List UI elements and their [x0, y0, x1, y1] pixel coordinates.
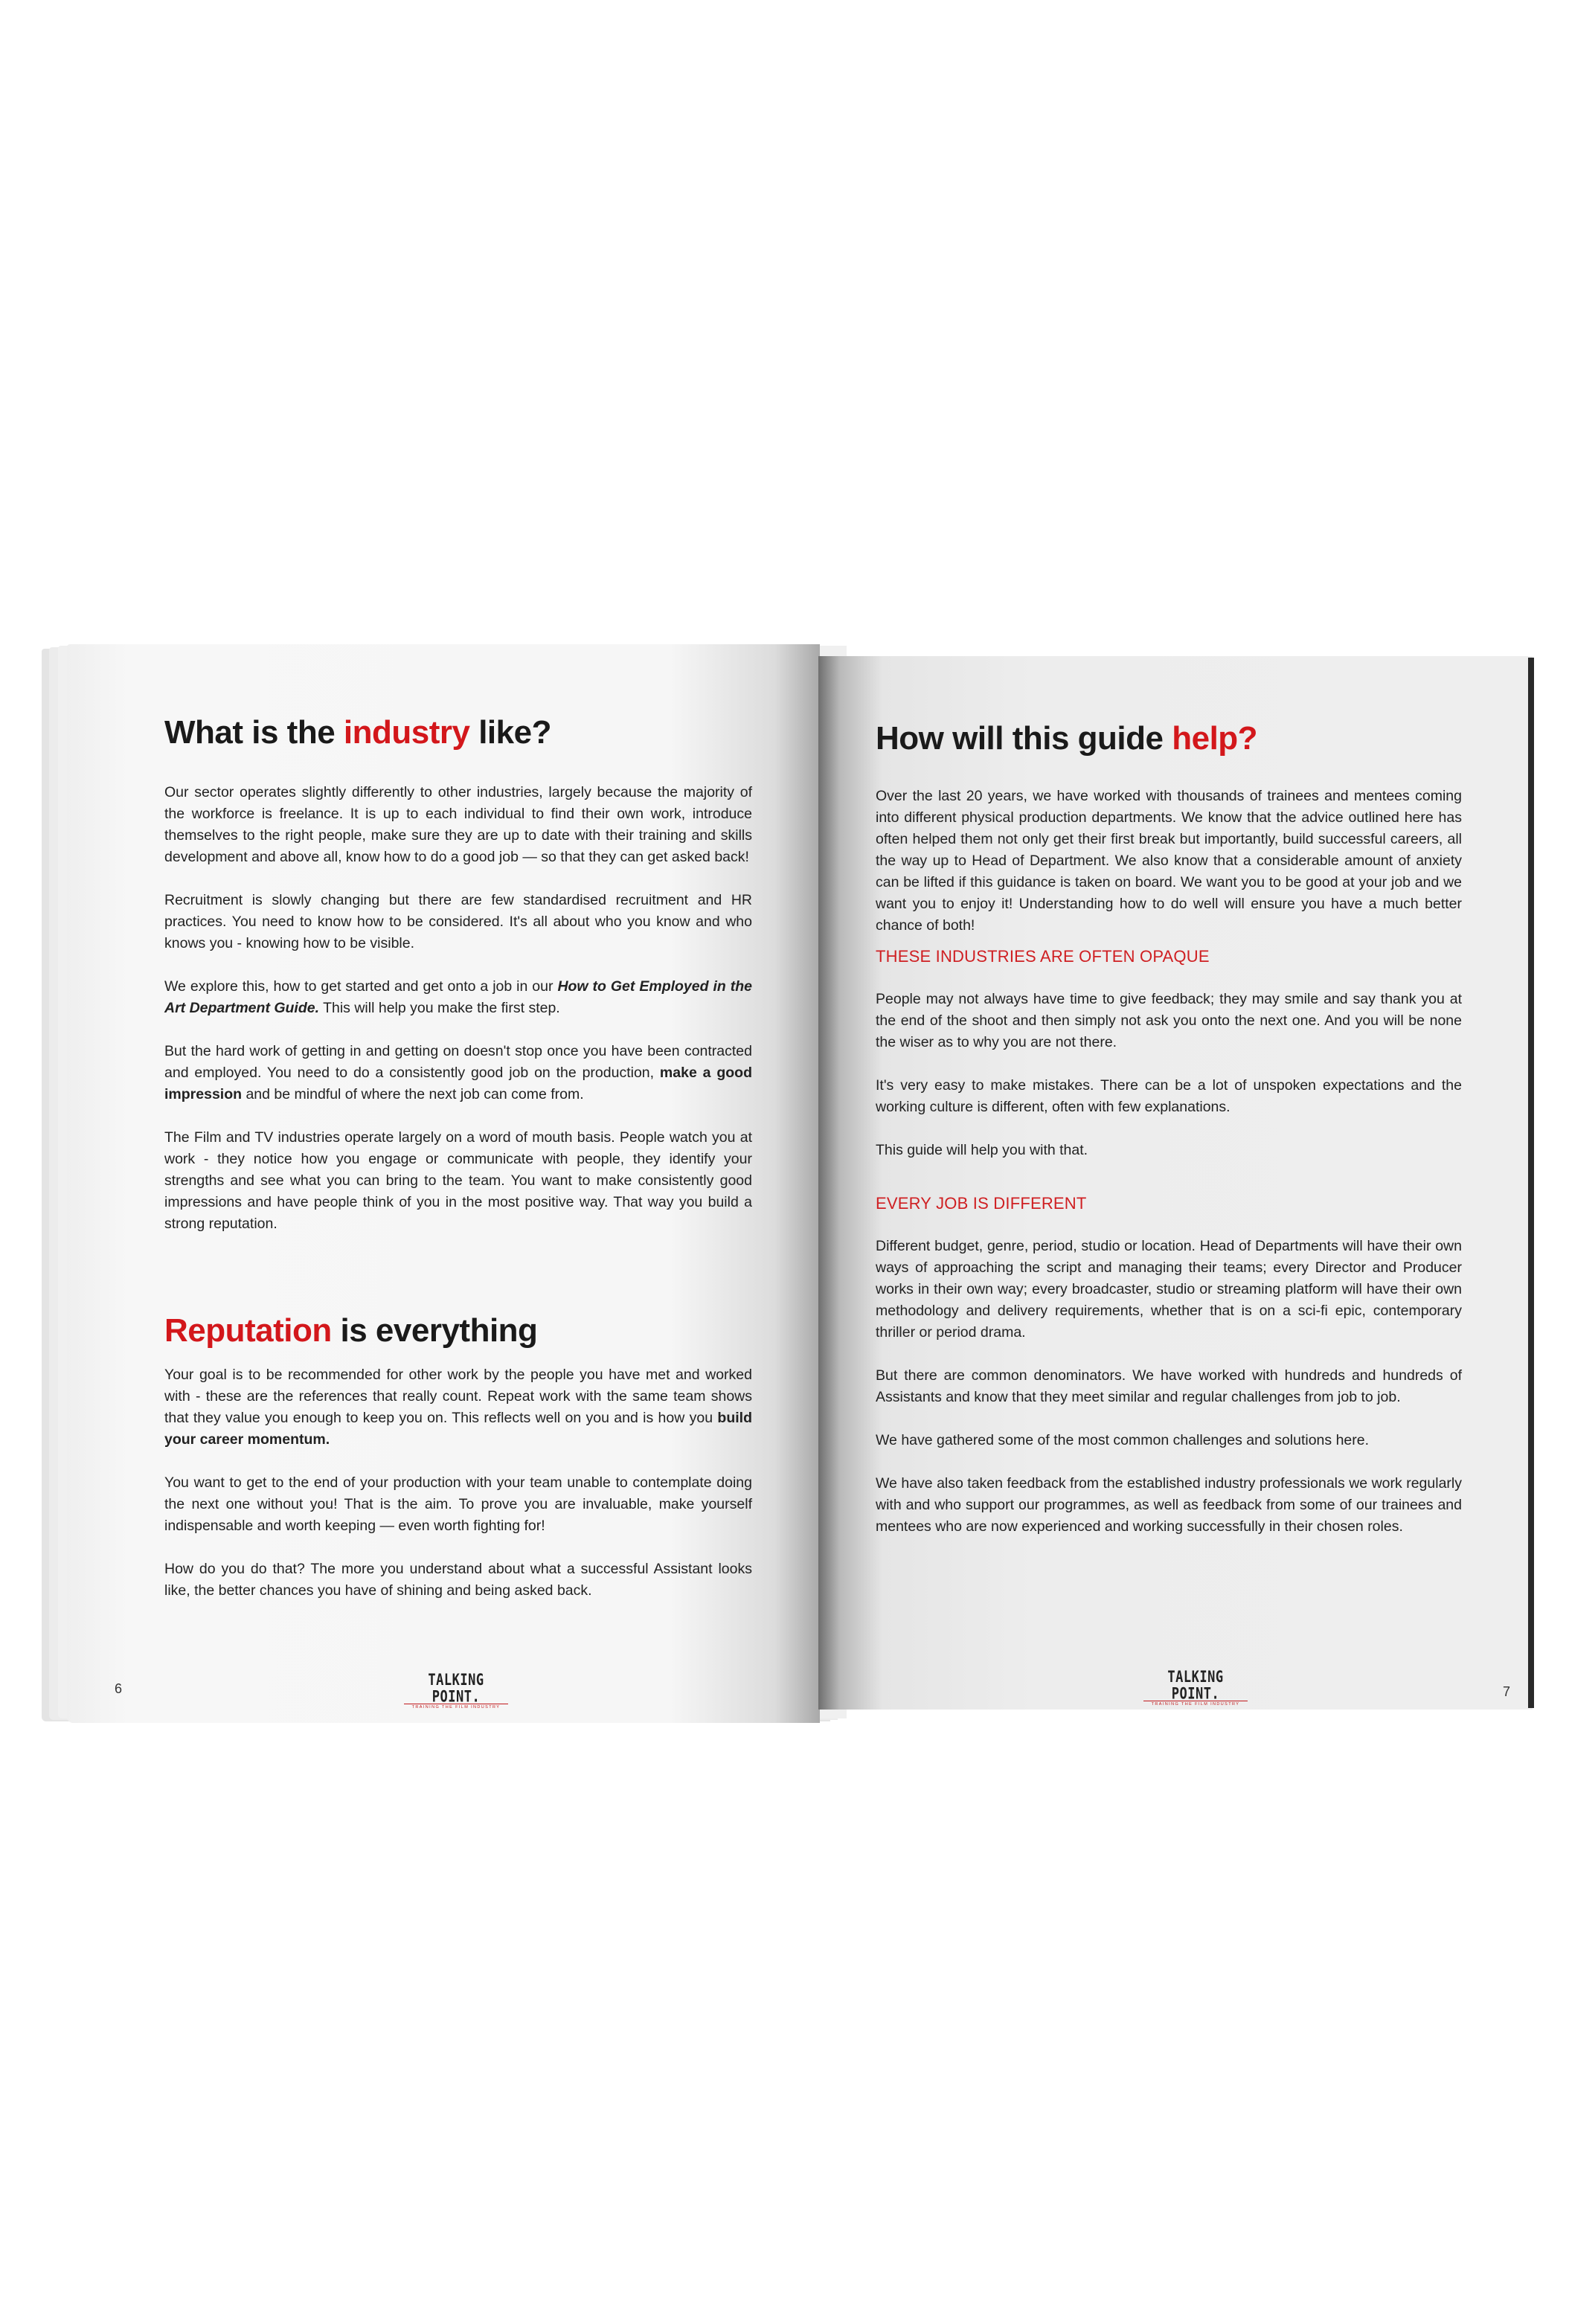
subheading: THESE INDUSTRIES ARE OFTEN OPAQUE	[876, 947, 1210, 966]
back-cover-edge	[1528, 658, 1534, 1708]
paragraph: We have also taken feedback from the established industry professionals we work regularly with and who support our programmes, as well as feedback from some of our trainees and mentees who are now experienced and working successfully in their chosen roles.	[876, 1475, 1462, 1535]
paragraph: People may not always have time to give feedback; they may smile and say thank you at the end of the shoot and then simply not ask you onto the next one. And you will be none the wiser as to why you are not there.	[876, 991, 1462, 1050]
paragraph: This guide will help you with that.	[876, 1142, 1088, 1158]
heading-text: like?	[469, 714, 551, 751]
paragraph	[164, 1364, 752, 1451]
talking-point-logo	[1143, 1668, 1248, 1707]
paragraph: But there are common denominators. We have worked with hundreds and hundreds of Assistants and know that they meet similar and regular challenges from job to job.	[876, 1367, 1462, 1405]
paragraph	[164, 1041, 752, 1105]
paragraph-emphasis: make a good impression	[164, 1065, 752, 1102]
paragraph: Different budget, genre, period, studio or location. Head of Departments will have their own ways of approaching the script and managing their teams; every Director and Producer works in their own way; every broadcaster, studio or streaming platform will have their own methodology and delivery requirements, whether that is on a sci-fi epic, contemporary thriller or period drama.	[876, 1238, 1462, 1341]
paragraph: The Film and TV industries operate largely on a word of mouth basis. People watch you at work - they notice how you engage or communicate with people, they identify your strengths and see what you can bring to the team. You want to make consistently good impressions and have people think of you in the most positive way. That way you build a strong reputation.	[164, 1129, 752, 1232]
paragraph: It's very easy to make mistakes. There can be a lot of unspoken expectations and the working culture is different, often with few explanations.	[876, 1077, 1462, 1115]
logo-wordmark: TALKING POINT.	[1167, 1668, 1224, 1704]
paragraph-text: We explore this, how to get started and get onto a job in our	[164, 978, 558, 995]
guide-title: How to Get Employed in the Art Department Guide.	[164, 978, 753, 1016]
right-page-text	[876, 720, 1462, 1538]
paragraph-text: and be mindful of where the next job can come from.	[242, 1086, 584, 1102]
heading-accent: industry	[343, 714, 470, 751]
paragraph-text: Your goal is to be recommended for other work by the people you have met and worked with - these are the references that really count. Repeat work with the same team shows that they value you enough to keep you on. This reflects well on you and is how you	[164, 1367, 752, 1426]
left-page	[67, 644, 820, 1723]
heading-text: What is the	[164, 714, 344, 751]
talking-point-logo	[404, 1671, 508, 1710]
page-heading	[876, 720, 1462, 757]
logo-tagline: TRAINING THE FILM INDUSTRY	[1143, 1701, 1248, 1707]
paragraph-emphasis: build your career momentum.	[164, 1410, 752, 1448]
left-page-text	[164, 714, 752, 1602]
logo-wordmark: TALKING POINT.	[428, 1671, 484, 1707]
subheading: EVERY JOB IS DIFFERENT	[876, 1194, 1087, 1213]
page-number: 6	[115, 1681, 123, 1696]
paragraph: Over the last 20 years, we have worked with thousands of trainees and mentees coming into different physical production departments. We know that the advice outlined here has often helped them not only get their first break but importantly, build successful careers, all the way up to Head of Department. We also know that a considerable amount of anxiety can be lifted if this guidance is taken on board. We want you to be good at your job and we want you to enjoy it! Understanding how to do well will ensure you have a much better chance of both!	[876, 788, 1462, 934]
page-number: 7	[1503, 1684, 1511, 1699]
paragraph: Our sector operates slightly differently to other industries, largely because the majority of the workforce is freelance. It is up to each individual to find their own work, introduce themselves to the right people, make sure they are up to date with their training and skills development and above all, know how to do a good job — so that they can get asked back!	[164, 784, 752, 865]
page-heading	[164, 714, 752, 751]
paragraph: You want to get to the end of your production with your team unable to contemplate doing the next one without you! That is the aim. To prove you are invaluable, make yourself indispensable and worth keeping — even worth fighting for!	[164, 1474, 752, 1534]
section-heading	[164, 1312, 752, 1349]
heading-accent: help?	[1172, 720, 1258, 757]
paragraph: How do you do that? The more you understand about what a successful Assistant looks like, the better chances you have of shining and being asked back.	[164, 1561, 752, 1599]
right-page	[818, 656, 1533, 1710]
paragraph: Recruitment is slowly changing but there are few standardised recruitment and HR practices. You need to know how to be considered. It's all about who you know and who knows you - knowing how to be visible.	[164, 892, 752, 951]
paragraph	[164, 976, 752, 1019]
heading-text: How will this guide	[876, 720, 1172, 757]
paragraph-text: But the hard work of getting in and getting on doesn't stop once you have been contracted and employed. You need to do a consistently good job on the production,	[164, 1043, 752, 1081]
paragraph-text: This will help you make the first step.	[319, 1000, 560, 1016]
heading-accent: Reputation	[164, 1312, 332, 1349]
heading-text: is everything	[331, 1312, 538, 1349]
paragraph: We have gathered some of the most common challenges and solutions here.	[876, 1432, 1370, 1448]
logo-tagline: TRAINING THE FILM INDUSTRY	[404, 1704, 508, 1710]
